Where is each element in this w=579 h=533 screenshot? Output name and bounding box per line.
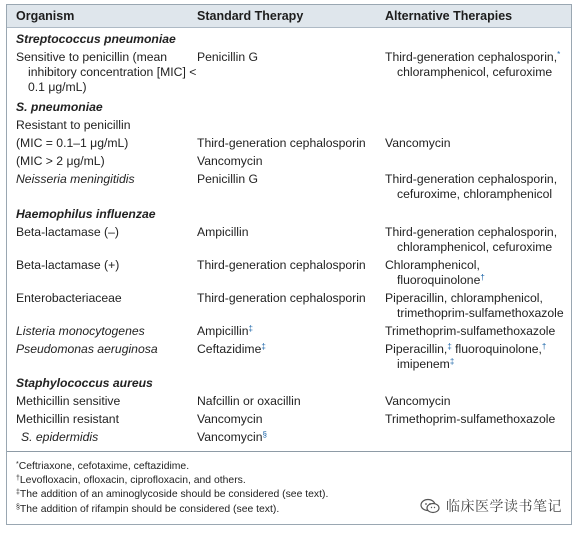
alternative-cell: Third-generation cephalosporin, chloramphenicol, cefuroxime bbox=[385, 225, 558, 254]
alternative-cell: Piperacillin,‡ fluoroquinolone,† imipenem‡ bbox=[385, 342, 547, 371]
alternative-cell: Trimethoprim-sulfamethoxazole bbox=[385, 412, 556, 426]
standard-cell: Third-generation cephalosporin bbox=[197, 258, 366, 272]
organism-cell: Listeria monocytogenes bbox=[16, 324, 145, 338]
organism-cell: Resistant to penicillin bbox=[16, 118, 131, 132]
header-standard-therapy: Standard Therapy bbox=[197, 9, 304, 23]
standard-cell: Ampicillin bbox=[197, 225, 249, 239]
alternative-cell: Third-generation cephalosporin,* chloramphenicol, cefuroxime bbox=[385, 50, 561, 79]
alternative-cell: Trimethoprim-sulfamethoxazole bbox=[385, 324, 556, 338]
standard-cell: Third-generation cephalosporin bbox=[197, 291, 366, 305]
alternative-cell: Vancomycin bbox=[385, 136, 451, 150]
organism-cell: S. epidermidis bbox=[21, 430, 99, 444]
standard-cell: Third-generation cephalosporin bbox=[197, 136, 366, 150]
organism-cell: Beta-lactamase (+) bbox=[16, 258, 120, 272]
organism-cell: Sensitive to penicillin (mean inhibitory concentration [MIC] < 0.1 μg/mL) bbox=[16, 50, 197, 94]
alternative-cell: Third-generation cephalosporin, cefuroxime, chloramphenicol bbox=[385, 172, 558, 201]
standard-cell: Penicillin G bbox=[197, 50, 258, 64]
footnote: †Levofloxacin, ofloxacin, ciprofloxacin, and others. bbox=[16, 475, 246, 487]
section-title: S. pneumoniae bbox=[16, 100, 103, 114]
footnote: §The addition of rifampin should be considered (see text). bbox=[16, 503, 280, 515]
footnotes bbox=[16, 460, 416, 517]
header-alternative-therapies: Alternative Therapies bbox=[385, 9, 513, 23]
section-title: Haemophilus influenzae bbox=[16, 207, 156, 221]
organism-cell: Neisseria meningitidis bbox=[16, 172, 135, 186]
organism-cell: Pseudomonas aeruginosa bbox=[16, 342, 158, 356]
section-title: Streptococcus pneumoniae bbox=[16, 32, 176, 46]
wechat-icon bbox=[420, 498, 440, 514]
standard-cell: Nafcillin or oxacillin bbox=[197, 394, 301, 408]
standard-cell: Ampicillin‡ bbox=[197, 324, 253, 338]
alternative-cell: Chloramphenicol, fluoroquinolone† bbox=[385, 258, 485, 287]
organism-cell: Methicillin resistant bbox=[16, 412, 119, 426]
footnote-divider bbox=[7, 451, 571, 452]
standard-cell: Penicillin G bbox=[197, 172, 258, 186]
watermark bbox=[420, 496, 562, 516]
table-header bbox=[7, 5, 571, 28]
footnote: *Ceftriaxone, cefotaxime, ceftazidime. bbox=[16, 461, 190, 472]
organism-cell: Beta-lactamase (–) bbox=[16, 225, 119, 239]
watermark-text: 临床医学读书笔记 bbox=[446, 498, 562, 514]
footnote: ‡The addition of an aminoglycoside should be considered (see text). bbox=[16, 489, 329, 501]
alternative-cell: Vancomycin bbox=[385, 394, 451, 408]
organism-cell: (MIC = 0.1–1 μg/mL) bbox=[16, 136, 129, 150]
standard-cell: Vancomycin bbox=[197, 154, 263, 168]
header-organism: Organism bbox=[16, 9, 75, 23]
section-title: Staphylococcus aureus bbox=[16, 376, 153, 390]
standard-cell: Vancomycin bbox=[197, 412, 263, 426]
alternative-cell: Piperacillin, chloramphenicol, trimethoprim-sulfamethoxazole bbox=[385, 291, 564, 320]
organism-cell: Methicillin sensitive bbox=[16, 394, 121, 408]
organism-cell: (MIC > 2 μg/mL) bbox=[16, 154, 105, 168]
therapy-table bbox=[6, 4, 572, 525]
standard-cell: Ceftazidime‡ bbox=[197, 342, 266, 356]
standard-cell: Vancomycin§ bbox=[197, 430, 267, 444]
organism-cell: Enterobacteriaceae bbox=[16, 291, 122, 305]
